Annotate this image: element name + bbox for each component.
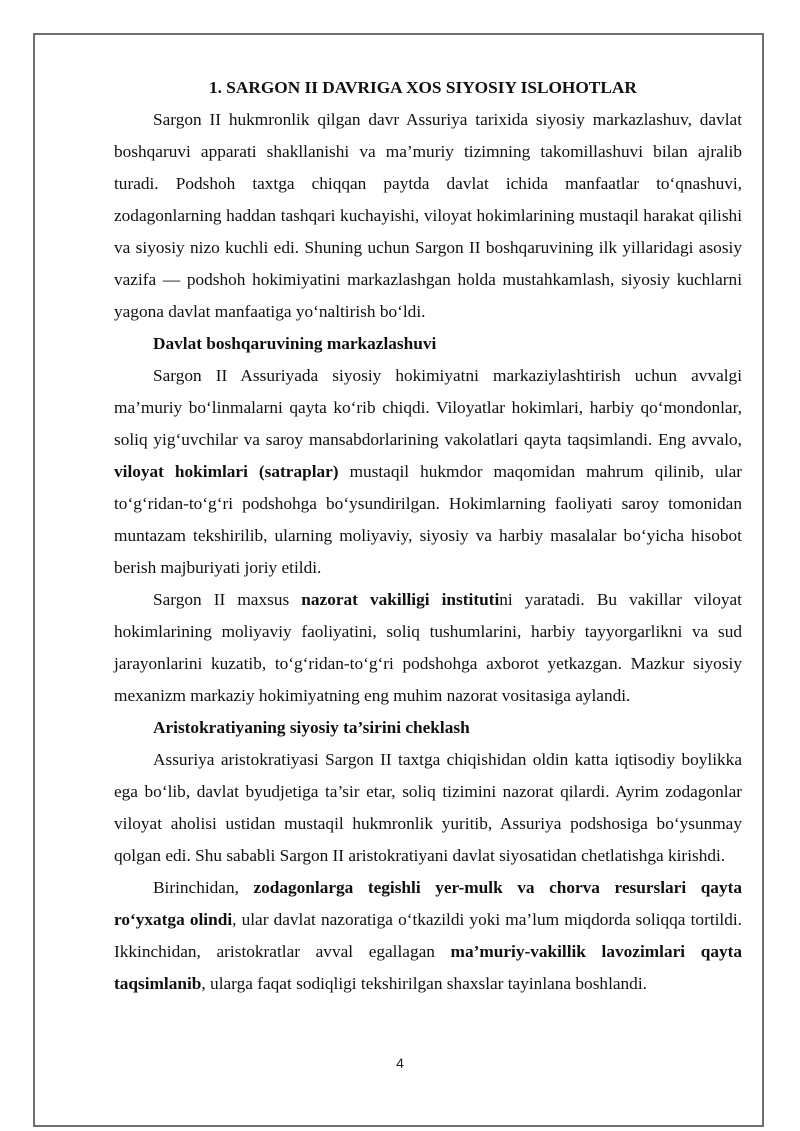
bold-term-positions: ma’muriy-vakillik lavozimlari qayta taqsimlanib <box>114 942 742 993</box>
bold-term-land-registry: zodagonlarga tegishli yer-mulk va chorva resurslari qayta ro‘yxatga olindi <box>114 878 742 929</box>
subheading-aristocracy: Aristokratiyaning siyosiy ta’sirini cheklash <box>153 718 470 737</box>
subheading-centralization: Davlat boshqaruvining markazlashuvi <box>153 334 437 353</box>
paragraph-measures: Birinchidan, zodagonlarga tegishli yer-mulk va chorva resurslari qayta ro‘yxatga olindi, ular davlat nazoratiga o‘tkazildi yoki ma’lum miqdorda soliqqa tortildi. Ikkinchidan, aristokratlar avval egallagan ma’muriy-vakillik lavozimlari qayta taqsimlanib, ularga faqat sodiqligi tekshirilgan shaxslar tayinlana boshlandi. <box>114 878 742 993</box>
paragraph-intro: Sargon II hukmronlik qilgan davr Assuriya tarixida siyosiy markazlashuv, davlat boshqaruvi apparati shakllanishi va ma’muriy tizimning takomillashuvi bilan ajralib turadi. Podshoh taxtga chiqqan paytda davlat ichida manfaatlar to‘qnashuvi, zodagonlarning haddan tashqari kuchayishi, viloyat hokimlarining mustaqil harakat qilishi va siyosiy nizo kuchli edi. Shuning uchun Sargon II boshqaruvining ilk yillaridagi asosiy vazifa — podshoh hokimiyatini markazlashgan holda mustahkamlash, siyosiy kuchlarni yagona davlat manfaatiga yo‘naltirish bo‘ldi. <box>114 110 742 321</box>
document-body <box>114 72 742 1000</box>
paragraph-centralization: Sargon II Assuriyada siyosiy hokimiyatni markaziylashtirish uchun avvalgi ma’muriy bo‘linmalarni qayta ko‘rib chiqdi. Viloyatlar hokimlari, harbiy qo‘mondonlar, soliq yig‘uvchilar va saroy mansabdorlarining vakolatlari qayta taqsimlandi. Eng avvalo, viloyat hokimlari (satraplar) mustaqil hukmdor maqomidan mahrum qilinib, ular to‘g‘ridan-to‘g‘ri podshohga bo‘ysundirilgan. Hokimlarning faoliyati saroy tomonidan muntazam tekshirilib, ularning moliyaviy, siyosiy va harbiy masalalar bo‘yicha hisobot berish majburiyati joriy etildi. <box>114 366 742 577</box>
page-number: 4 <box>396 1055 404 1071</box>
bold-term-control-institute: nazorat vakilligi instituti <box>301 590 500 609</box>
bold-term-governors: viloyat hokimlari (satraplar) <box>114 462 339 481</box>
section-heading: 1. SARGON II DAVRIGA XOS SIYOSIY ISLOHOTLAR <box>209 78 637 97</box>
paragraph-aristocracy: Assuriya aristokratiyasi Sargon II taxtga chiqishidan oldin katta iqtisodiy boylikka ega bo‘lib, davlat byudjetiga ta’sir etar, soliq tizimini nazorat qilardi. Ayrim zodagonlar viloyat aholisi ustidan mustaqil hukmronlik yuritib, Assuriya podshosiga bo‘ysunmay qolgan edi. Shu sababli Sargon II aristokratiyani davlat siyosatidan chetlatishga kirishdi. <box>114 750 742 865</box>
paragraph-control-institute: Sargon II maxsus nazorat vakilligi institutini yaratadi. Bu vakillar viloyat hokimlarining moliyaviy faoliyatini, soliq tushumlarini, harbiy tayyorgarlikni va sud jarayonlarini kuzatib, to‘g‘ridan-to‘g‘ri podshohga axborot yetkazgan. Mazkur siyosiy mexanizm markaziy hokimiyatning eng muhim nazorat vositasiga aylandi. <box>114 590 742 705</box>
